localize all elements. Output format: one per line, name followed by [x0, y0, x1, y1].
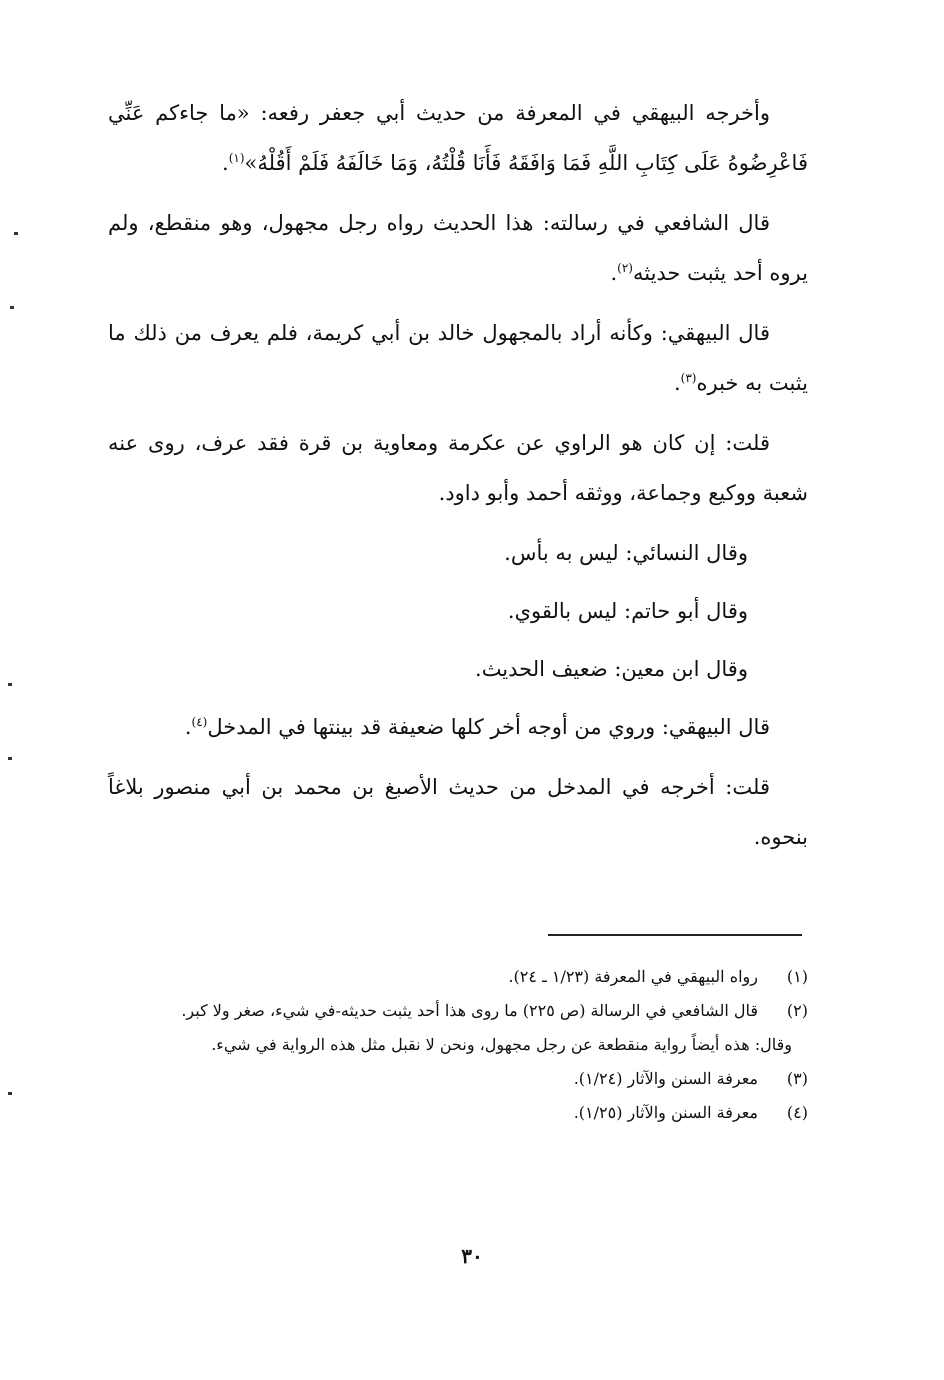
paragraph-text: وأخرجه البيهقي في المعرفة من حديث أبي جعفر رفعه: «ما جاءكم عَنِّي فَاعْرِضُوهُ عَلَى كِتَابِ اللَّهِ فَمَا وَافَقَهُ فَأَنَا قُلْتُهُ، وَمَا خَالَفَهُ فَلَمْ أَقُلْهُ» [108, 101, 808, 175]
scan-speck [10, 306, 14, 309]
paragraph-1 [108, 88, 808, 188]
footnote-text: رواه البيهقي في المعرفة (١/٢٣ ـ ٢٤). [508, 967, 758, 986]
paragraph-5 [108, 528, 808, 578]
paragraph-7 [108, 644, 808, 694]
paragraph-9 [108, 762, 808, 862]
footnote-ref: (١) [228, 151, 245, 165]
footnote-4 [108, 1096, 808, 1130]
footnote-text: وقال: هذه أيضاً رواية منقطعة عن رجل مجهول، ونحن لا نقبل مثل هذه الرواية في شيء. [211, 1035, 792, 1054]
paragraph-text: قال البيهقي: وروي من أوجه أخر كلها ضعيفة قد بينتها في المدخل [207, 715, 770, 739]
footnote-3 [108, 1062, 808, 1096]
paragraph-8 [108, 702, 808, 752]
footnote-2 [108, 994, 808, 1028]
footnote-ref: (٤) [191, 715, 208, 729]
paragraph-4 [108, 418, 808, 518]
paragraph-3 [108, 308, 808, 408]
footnote-ref: (٣) [680, 371, 697, 385]
footnote-number: (١) [786, 967, 808, 986]
footnote-1 [108, 960, 808, 994]
footnote-text: معرفة السنن والآثار (١/٢٥). [573, 1103, 758, 1122]
paragraph-text: وقال النسائي: ليس به بأس. [504, 541, 748, 565]
page-number: ٣٠ [461, 1244, 483, 1268]
paragraph-text: وقال أبو حاتم: ليس بالقوي. [507, 599, 748, 623]
paragraph-text: وقال ابن معين: ضعيف الحديث. [475, 657, 748, 681]
paragraph-tail: . [610, 261, 618, 285]
paragraph-text: قال الشافعي في رسالته: هذا الحديث رواه رجل مجهول، وهو منقطع، ولم يروه أحد يثبت حديثه [108, 211, 808, 285]
footnote-2-continued [108, 1028, 808, 1062]
paragraph-tail: . [673, 371, 681, 395]
paragraph-6 [108, 586, 808, 636]
footnote-number: (٣) [786, 1069, 808, 1088]
footnote-text: قال الشافعي في الرسالة (ص ٢٢٥) ما روى هذا أحد يثبت حديثه-في شيء، صغر ولا كبر. [181, 1001, 758, 1020]
paragraph-tail: . [222, 151, 229, 175]
footnotes [108, 960, 808, 1130]
paragraph-text: قال البيهقي: وكأنه أراد بالمجهول خالد بن أبي كريمة، فلم يعرف من ذلك ما يثبت به خبره [108, 321, 808, 395]
main-text [108, 88, 808, 872]
footnote-text: معرفة السنن والآثار (١/٢٤). [573, 1069, 758, 1088]
footnote-number: (٢) [786, 1001, 808, 1020]
footnote-number: (٤) [786, 1103, 808, 1122]
paragraph-text: قلت: إن كان هو الراوي عن عكرمة ومعاوية بن قرة فقد عرف، روى عنه شعبة ووكيع وجماعة، ووثقه أحمد وأبو داود. [108, 431, 808, 505]
scan-speck [8, 1092, 12, 1095]
scan-speck [8, 683, 12, 686]
paragraph-text: قلت: أخرجه في المدخل من حديث الأصبغ بن محمد بن أبي منصور بلاغاً بنحوه. [108, 775, 808, 849]
scan-speck [8, 757, 12, 760]
scan-speck [14, 232, 18, 235]
footnote-ref: (٢) [617, 261, 633, 275]
footnote-separator [548, 934, 802, 936]
paragraph-tail: . [184, 715, 192, 739]
paragraph-2 [108, 198, 808, 298]
